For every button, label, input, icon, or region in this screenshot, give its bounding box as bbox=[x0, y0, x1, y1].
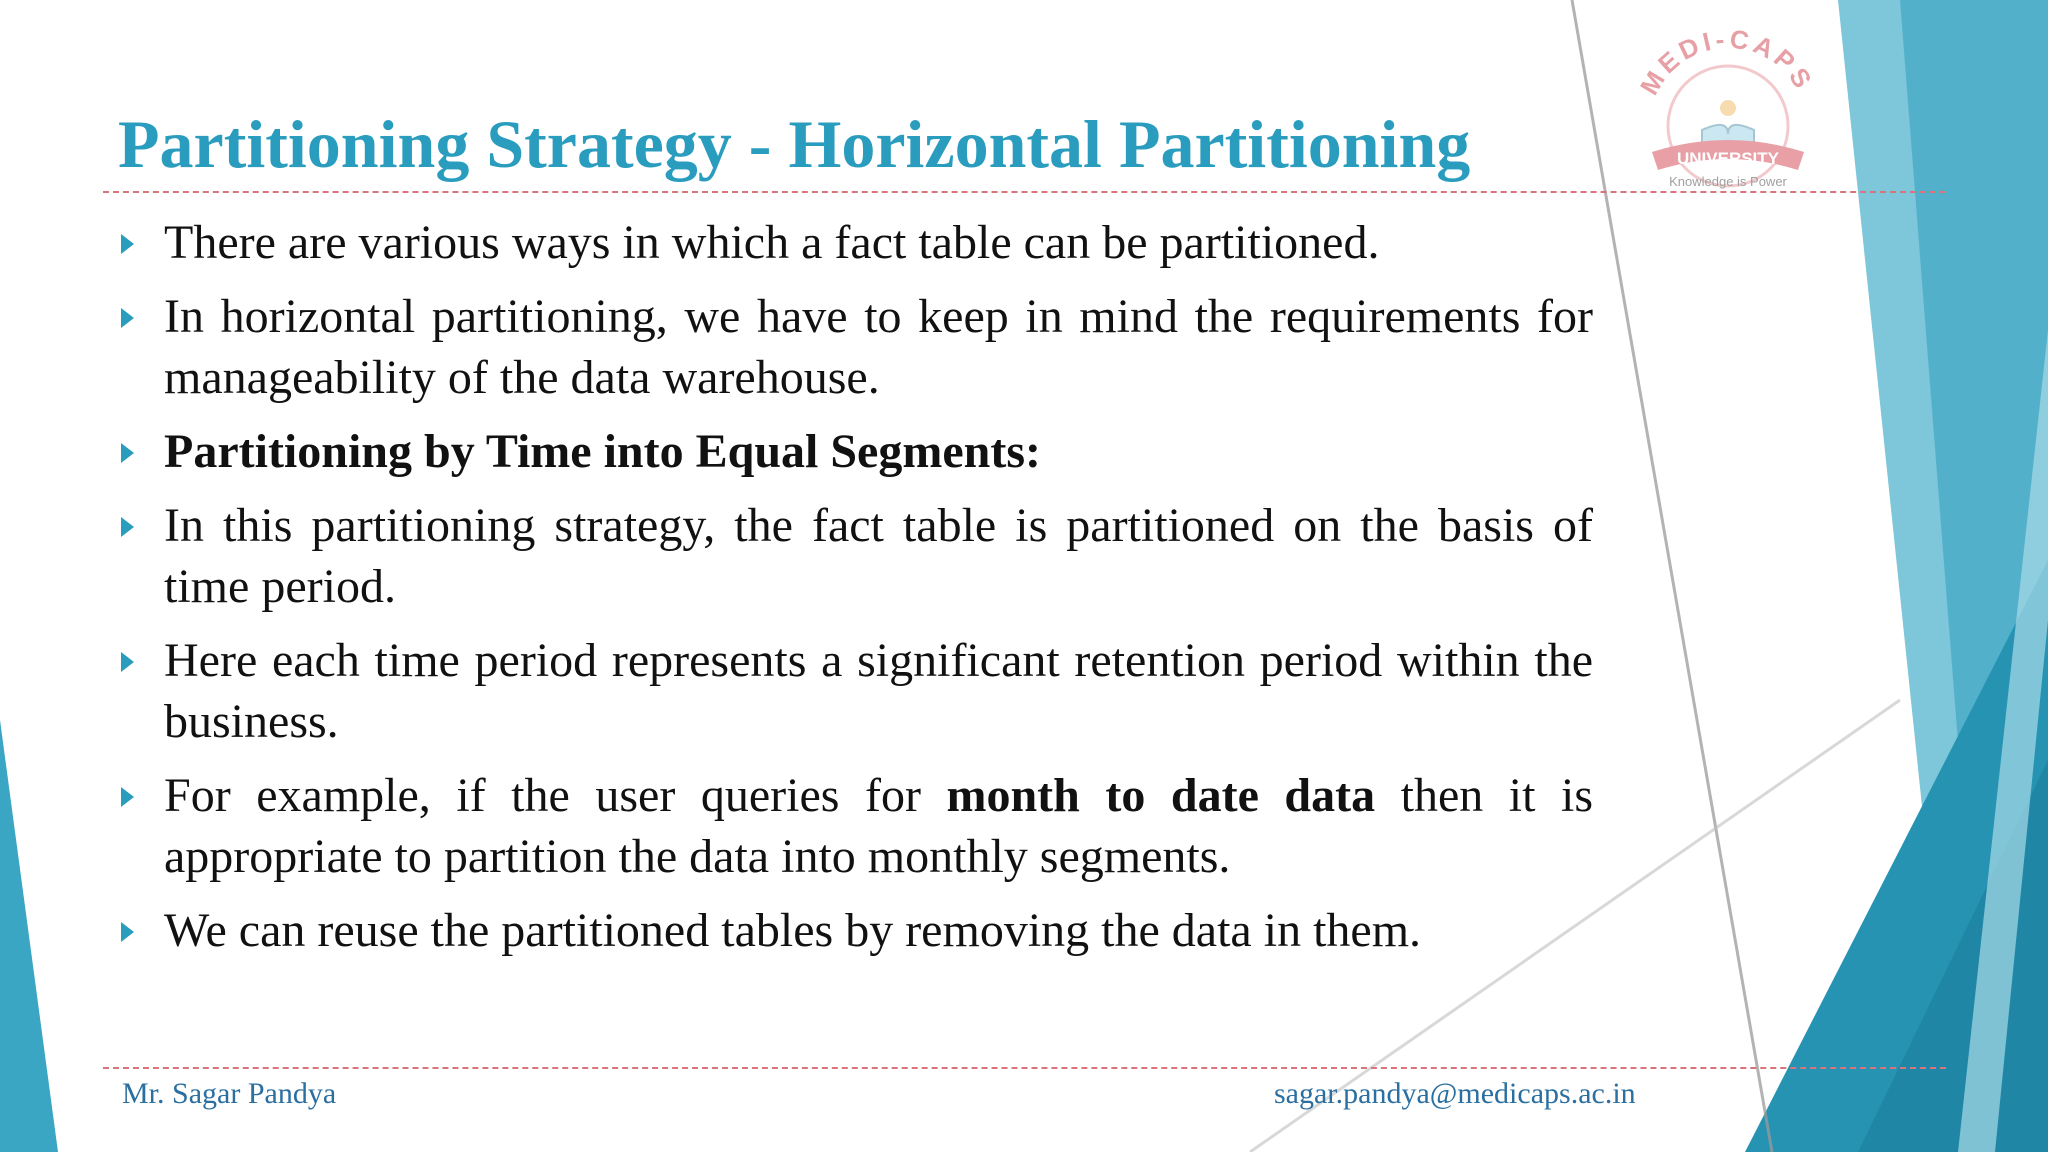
university-logo bbox=[1622, 30, 1832, 190]
bullet-item bbox=[118, 630, 1593, 752]
bullet-arrow-icon bbox=[121, 234, 134, 254]
bullet-list bbox=[118, 212, 1593, 974]
footer-author: Mr. Sagar Pandya bbox=[122, 1077, 337, 1110]
bullet-bold-text: month to date data bbox=[946, 769, 1376, 822]
logo-banner-text: UNIVERSITY bbox=[1676, 149, 1780, 168]
slide-title: Partitioning Strategy - Horizontal Partitioning bbox=[118, 106, 1471, 182]
bullet-text bbox=[164, 904, 1421, 957]
bullet-item bbox=[118, 765, 1593, 887]
bullet-text-run: In horizontal partitioning, we have to keep in mind the requirements for manageability of the data warehouse. bbox=[164, 290, 1593, 404]
bullet-text-run: We can reuse the partitioned tables by removing the data in them. bbox=[164, 904, 1422, 957]
left-edge-shape bbox=[0, 720, 58, 1152]
bullet-text-run: In this partitioning strategy, the fact table is partitioned on the basis of time period. bbox=[164, 499, 1593, 613]
bullet-arrow-icon bbox=[121, 308, 134, 328]
footer-divider bbox=[103, 1067, 1946, 1069]
bullet-arrow-icon bbox=[121, 787, 134, 807]
bullet-bold-text: Partitioning by Time into Equal Segments: bbox=[164, 425, 1041, 478]
bullet-item bbox=[118, 286, 1593, 408]
bullet-arrow-icon bbox=[121, 517, 134, 537]
bullet-text bbox=[164, 425, 1041, 478]
footer-email: sagar.pandya@medicaps.ac.in bbox=[1274, 1077, 1636, 1110]
bullet-text bbox=[164, 216, 1379, 269]
bullet-text-run: then it is appropriate to partition the data into monthly segments. bbox=[164, 769, 1594, 883]
bullet-item bbox=[118, 900, 1593, 961]
bullet-arrow-icon bbox=[121, 443, 134, 463]
bullet-text bbox=[164, 769, 1593, 883]
bullet-text-run: There are various ways in which a fact table can be partitioned. bbox=[164, 216, 1380, 269]
bullet-arrow-icon bbox=[121, 652, 134, 672]
bullet-text bbox=[164, 499, 1593, 613]
title-divider bbox=[103, 191, 1946, 193]
bullet-arrow-icon bbox=[121, 922, 134, 942]
bullet-item bbox=[118, 212, 1593, 273]
bullet-text bbox=[164, 634, 1593, 748]
bullet-text-run: Here each time period represents a significant retention period within the business. bbox=[164, 634, 1593, 748]
bullet-text-run: For example, if the user queries for bbox=[164, 769, 947, 822]
logo-arc-text: MEDI-CAPS bbox=[1633, 30, 1820, 100]
bullet-item bbox=[118, 421, 1593, 482]
logo-tagline: Knowledge is Power bbox=[1669, 174, 1787, 189]
bullet-text bbox=[164, 290, 1593, 404]
bullet-item bbox=[118, 495, 1593, 617]
